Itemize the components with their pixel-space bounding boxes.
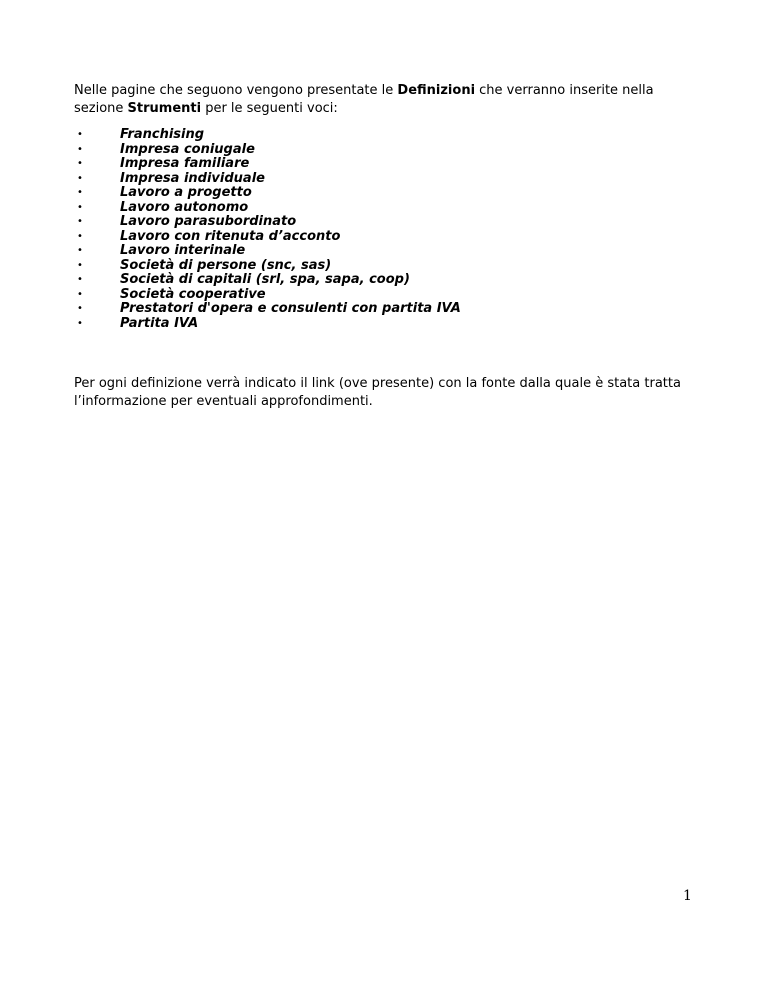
- list-item-label: Partita IVA: [120, 315, 199, 331]
- list-item-label: Prestatori d'opera e consulenti con partita IVA: [120, 301, 461, 316]
- list-item-label: Lavoro interinale: [120, 243, 246, 258]
- bullet-icon: •: [77, 317, 83, 329]
- bullet-icon: •: [77, 303, 83, 314]
- bullet-icon: •: [77, 230, 83, 242]
- list-item-label: Lavoro parasubordinato: [120, 214, 297, 229]
- list-item-label: Franchising: [120, 127, 205, 142]
- list-item-label: Impresa individuale: [120, 170, 265, 186]
- list-item-label: Lavoro autonomo: [120, 199, 249, 215]
- closing-paragraph: Per ogni definizione verrà indicato il link (ove presente) con la fonte dalla quale è stata tratta l’informazione per eventuali approfondimenti.: [74, 376, 681, 409]
- intro-text-2: che verranno inserite nella sezione: [74, 83, 654, 116]
- bullet-icon: •: [77, 158, 83, 169]
- intro-text-3: per le seguenti voci:: [201, 101, 338, 116]
- bullet-icon: •: [77, 201, 83, 213]
- list-item-label: Lavoro con ritenuta d’acconto: [120, 228, 341, 244]
- list-item-label: Impresa familiare: [120, 156, 250, 171]
- intro-text-1: Nelle pagine che seguono vengono presentate le: [74, 83, 398, 98]
- bullet-icon: •: [77, 143, 83, 155]
- intro-bold-definizioni: Definizioni: [397, 83, 476, 98]
- bullet-icon: •: [77, 172, 83, 184]
- page-number: 1: [683, 888, 692, 904]
- bullet-icon: •: [77, 288, 83, 300]
- list-item-label: Lavoro a progetto: [120, 185, 252, 200]
- intro-paragraph: [74, 82, 684, 118]
- list-item-label: Società cooperative: [120, 286, 266, 302]
- intro-bold-strumenti: Strumenti: [127, 101, 202, 116]
- list-item-label: Società di persone (snc, sas): [120, 257, 332, 273]
- bullet-icon: •: [77, 129, 83, 140]
- bullet-icon: •: [77, 187, 83, 198]
- list-item-label: Impresa coniugale: [120, 141, 255, 157]
- list-item-label: Società di capitali (srl, spa, sapa, coop): [120, 272, 410, 287]
- bullet-icon: •: [77, 216, 83, 227]
- bullet-icon: •: [77, 274, 83, 285]
- bullet-icon: •: [77, 245, 83, 256]
- bullet-icon: •: [77, 259, 83, 271]
